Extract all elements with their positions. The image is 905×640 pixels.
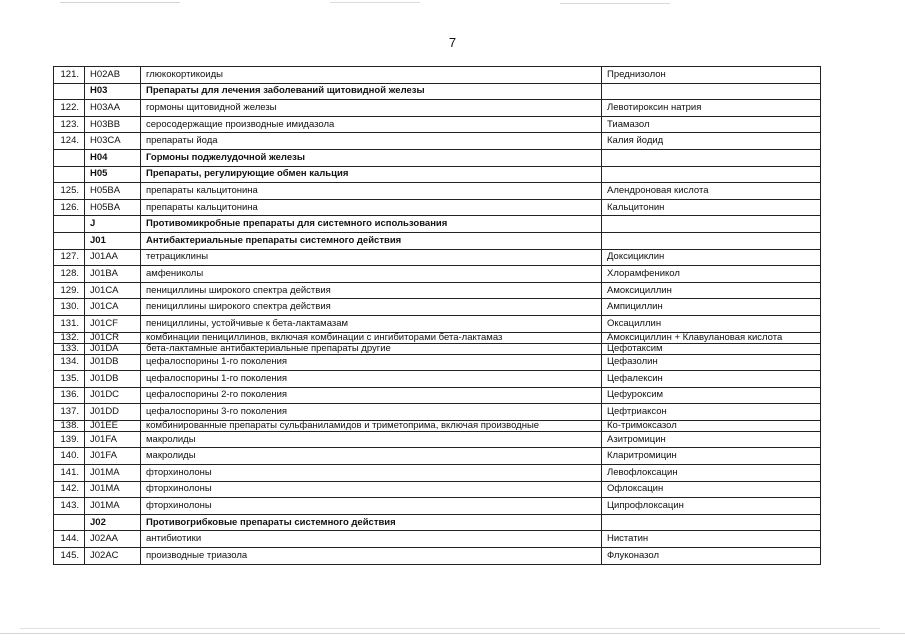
atc-code-cell: J — [85, 216, 141, 233]
drug-name-cell: Кальцитонин — [602, 199, 821, 216]
atc-code-cell: J01DC — [85, 387, 141, 404]
section-header-row — [54, 216, 821, 233]
drug-group-cell: Гормоны поджелудочной железы — [141, 149, 602, 166]
atc-code-cell: J01MA — [85, 465, 141, 482]
atc-code-cell: J01DB — [85, 371, 141, 388]
drug-group-cell: Антибактериальные препараты системного действия — [141, 232, 602, 249]
drug-group-cell: Препараты для лечения заболеваний щитовидной железы — [141, 83, 602, 100]
row-number-cell — [54, 216, 85, 233]
drug-name-cell: Хлорамфеникол — [602, 266, 821, 283]
drug-name-cell — [602, 149, 821, 166]
drug-name-cell: Тиамазол — [602, 116, 821, 133]
drug-group-cell: пенициллины широкого спектра действия — [141, 299, 602, 316]
table-row — [54, 266, 821, 283]
page-number: 7 — [448, 35, 457, 50]
drug-group-cell: амфениколы — [141, 266, 602, 283]
atc-code-cell: H05 — [85, 166, 141, 183]
table-row — [54, 481, 821, 498]
atc-code-cell: J02 — [85, 514, 141, 531]
row-number-cell: 125. — [54, 183, 85, 200]
row-number-cell: 124. — [54, 133, 85, 150]
atc-code-cell: J01MA — [85, 481, 141, 498]
drug-list-table — [53, 66, 821, 565]
drug-name-cell: Офлоксацин — [602, 481, 821, 498]
row-number-cell: 134. — [54, 354, 85, 371]
drug-group-cell: Противомикробные препараты для системного использования — [141, 216, 602, 233]
drug-name-cell: Цефуроксим — [602, 387, 821, 404]
table-row — [54, 332, 821, 343]
row-number-cell: 143. — [54, 498, 85, 515]
table-row — [54, 299, 821, 316]
drug-name-cell: Левофлоксацин — [602, 465, 821, 482]
row-number-cell: 122. — [54, 100, 85, 117]
drug-group-cell: макролиды — [141, 431, 602, 448]
atc-code-cell: J01FA — [85, 431, 141, 448]
table-row — [54, 448, 821, 465]
table-row — [54, 116, 821, 133]
drug-group-cell: комбинации пенициллинов, включая комбинации с ингибиторами бета-лактамаз — [141, 332, 602, 343]
row-number-cell — [54, 83, 85, 100]
atc-code-cell: H03 — [85, 83, 141, 100]
drug-group-cell: цефалоспорины 1-го поколения — [141, 354, 602, 371]
scan-artifact-top — [560, 3, 670, 4]
drug-group-cell: цефалоспорины 1-го поколения — [141, 371, 602, 388]
atc-code-cell: J01BA — [85, 266, 141, 283]
drug-group-cell: макролиды — [141, 448, 602, 465]
row-number-cell: 142. — [54, 481, 85, 498]
table-row — [54, 183, 821, 200]
atc-code-cell: J01FA — [85, 448, 141, 465]
row-number-cell: 135. — [54, 371, 85, 388]
table-row — [54, 387, 821, 404]
row-number-cell: 140. — [54, 448, 85, 465]
row-number-cell — [54, 149, 85, 166]
table-row — [54, 282, 821, 299]
table-row — [54, 431, 821, 448]
drug-name-cell: Калия йодид — [602, 133, 821, 150]
table-row — [54, 100, 821, 117]
row-number-cell: 136. — [54, 387, 85, 404]
drug-name-cell: Алендроновая кислота — [602, 183, 821, 200]
section-header-row — [54, 166, 821, 183]
drug-group-cell: фторхинолоны — [141, 481, 602, 498]
drug-name-cell: Амоксициллин — [602, 282, 821, 299]
table-row — [54, 498, 821, 515]
drug-name-cell: Цефтриаксон — [602, 404, 821, 421]
atc-code-cell: J01AA — [85, 249, 141, 266]
drug-group-cell: серосодержащие производные имидазола — [141, 116, 602, 133]
atc-code-cell: J01CA — [85, 282, 141, 299]
drug-group-cell: гормоны щитовидной железы — [141, 100, 602, 117]
atc-code-cell: H02AB — [85, 67, 141, 84]
drug-name-cell: Амоксициллин + Клавулановая кислота — [602, 332, 821, 343]
atc-code-cell: H05BA — [85, 199, 141, 216]
table-row — [54, 249, 821, 266]
table-row — [54, 354, 821, 371]
row-number-cell: 129. — [54, 282, 85, 299]
table-row — [54, 315, 821, 332]
row-number-cell: 132. — [54, 332, 85, 343]
drug-name-cell: Левотироксин натрия — [602, 100, 821, 117]
drug-name-cell: Кларитромицин — [602, 448, 821, 465]
atc-code-cell: J01DD — [85, 404, 141, 421]
drug-name-cell: Цефазолин — [602, 354, 821, 371]
atc-code-cell: J01 — [85, 232, 141, 249]
drug-group-cell: Противогрибковые препараты системного действия — [141, 514, 602, 531]
drug-name-cell: Цефотаксим — [602, 343, 821, 354]
row-number-cell: 133. — [54, 343, 85, 354]
drug-group-cell: бета-лактамные антибактериальные препараты другие — [141, 343, 602, 354]
row-number-cell: 127. — [54, 249, 85, 266]
atc-code-cell: J01CR — [85, 332, 141, 343]
drug-group-cell: препараты кальцитонина — [141, 199, 602, 216]
table-row — [54, 67, 821, 84]
drug-list-body — [54, 67, 821, 565]
scan-artifact-top — [330, 2, 420, 3]
table-row — [54, 404, 821, 421]
row-number-cell: 123. — [54, 116, 85, 133]
atc-code-cell: J02AC — [85, 548, 141, 565]
atc-code-cell: H04 — [85, 149, 141, 166]
section-header-row — [54, 83, 821, 100]
drug-name-cell: Ко-тримоксазол — [602, 420, 821, 431]
drug-name-cell — [602, 232, 821, 249]
drug-group-cell: тетрациклины — [141, 249, 602, 266]
row-number-cell — [54, 514, 85, 531]
atc-code-cell: J01MA — [85, 498, 141, 515]
row-number-cell: 139. — [54, 431, 85, 448]
atc-code-cell: H03AA — [85, 100, 141, 117]
drug-group-cell: глюкокортикоиды — [141, 67, 602, 84]
atc-code-cell: H05BA — [85, 183, 141, 200]
drug-group-cell: производные триазола — [141, 548, 602, 565]
table-row — [54, 343, 821, 354]
table-row — [54, 199, 821, 216]
drug-name-cell: Оксациллин — [602, 315, 821, 332]
drug-group-cell: цефалоспорины 3-го поколения — [141, 404, 602, 421]
atc-code-cell: J01CA — [85, 299, 141, 316]
atc-code-cell: J01DA — [85, 343, 141, 354]
table-row — [54, 531, 821, 548]
atc-code-cell: H03CA — [85, 133, 141, 150]
drug-group-cell: фторхинолоны — [141, 465, 602, 482]
drug-name-cell: Флуконазол — [602, 548, 821, 565]
row-number-cell: 141. — [54, 465, 85, 482]
row-number-cell: 130. — [54, 299, 85, 316]
drug-name-cell — [602, 216, 821, 233]
section-header-row — [54, 514, 821, 531]
table-row — [54, 133, 821, 150]
drug-group-cell: пенициллины широкого спектра действия — [141, 282, 602, 299]
drug-name-cell: Нистатин — [602, 531, 821, 548]
drug-name-cell: Преднизолон — [602, 67, 821, 84]
row-number-cell: 145. — [54, 548, 85, 565]
table-row — [54, 371, 821, 388]
drug-group-cell: пенициллины, устойчивые к бета-лактамазам — [141, 315, 602, 332]
row-number-cell: 128. — [54, 266, 85, 283]
row-number-cell: 144. — [54, 531, 85, 548]
atc-code-cell: J02AA — [85, 531, 141, 548]
drug-group-cell: препараты кальцитонина — [141, 183, 602, 200]
row-number-cell — [54, 166, 85, 183]
drug-name-cell — [602, 166, 821, 183]
row-number-cell: 131. — [54, 315, 85, 332]
scan-artifact-bottom — [20, 628, 880, 629]
drug-group-cell: цефалоспорины 2-го поколения — [141, 387, 602, 404]
scan-artifact-bottom — [0, 633, 905, 634]
drug-name-cell — [602, 514, 821, 531]
table-row — [54, 465, 821, 482]
row-number-cell: 138. — [54, 420, 85, 431]
atc-code-cell: H03BB — [85, 116, 141, 133]
section-header-row — [54, 232, 821, 249]
drug-group-cell: фторхинолоны — [141, 498, 602, 515]
row-number-cell: 137. — [54, 404, 85, 421]
row-number-cell — [54, 232, 85, 249]
drug-name-cell — [602, 83, 821, 100]
drug-group-cell: комбинированные препараты сульфаниламидов и триметоприма, включая производные — [141, 420, 602, 431]
atc-code-cell: J01EE — [85, 420, 141, 431]
drug-group-cell: препараты йода — [141, 133, 602, 150]
drug-name-cell: Ципрофлоксацин — [602, 498, 821, 515]
drug-group-cell: антибиотики — [141, 531, 602, 548]
drug-name-cell: Доксициклин — [602, 249, 821, 266]
drug-group-cell: Препараты, регулирующие обмен кальция — [141, 166, 602, 183]
atc-code-cell: J01DB — [85, 354, 141, 371]
scan-artifact-top — [60, 2, 180, 3]
drug-name-cell: Цефалексин — [602, 371, 821, 388]
row-number-cell: 126. — [54, 199, 85, 216]
drug-name-cell: Ампициллин — [602, 299, 821, 316]
drug-name-cell: Азитромицин — [602, 431, 821, 448]
atc-code-cell: J01CF — [85, 315, 141, 332]
row-number-cell: 121. — [54, 67, 85, 84]
table-row — [54, 548, 821, 565]
section-header-row — [54, 149, 821, 166]
table-row — [54, 420, 821, 431]
